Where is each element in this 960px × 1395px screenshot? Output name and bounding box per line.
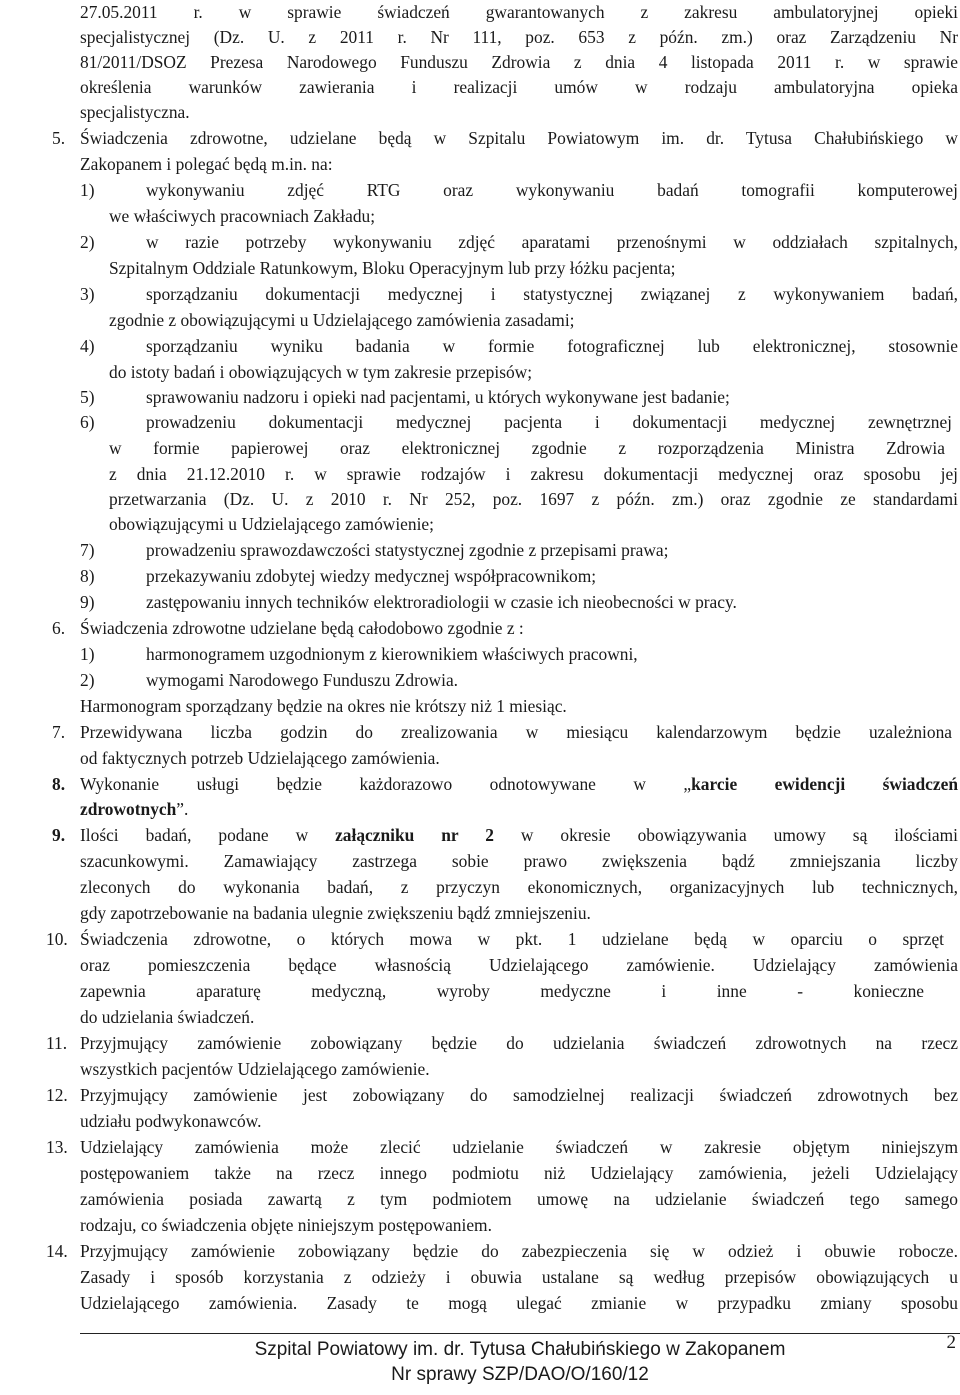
text-line: oraz pomieszczenia będące własnością Udzielającego zamówienie. Udzielający zamówienia [80,955,958,975]
text-line: sprawowaniu nadzoru i opieki nad pacjentami, u których wykonywane jest badanie; [146,387,730,407]
text-line [80,823,958,847]
footer-hospital-name: Szpital Powiatowy im. dr. Tytusa Chałubińskiego w Zakopanem [254,1339,786,1360]
text-line: przekazywaniu zdobytej wiedzy medycznej współpracownikom; [146,566,597,586]
text-line: szacunkowymi. Zamawiający zastrzega sobie prawo zwiększenia bądź zmniejszania liczby [80,851,958,871]
footer-divider [80,1333,960,1334]
text-line: przetwarzania (Dz. U. z 2010 r. Nr 252, poz. 1697 z późn. zm.) oraz zgodnie ze standardami [109,489,958,509]
text-line: zapewnia aparaturę medyczną, wyroby medyczne i inne - konieczne [80,981,924,1001]
subitem-number: 3) [80,284,95,304]
subitem-number: 9) [80,592,95,612]
text-line: w razie potrzeby wykonywaniu zdjęć aparatami przenośnymi w oddziałach szpitalnych, [146,232,958,252]
subitem-number: 7) [80,540,95,560]
item-number: 6. [52,618,66,638]
text-line: wszystkich pacjentów Udzielającego zamówienie. [80,1059,430,1079]
item-number: 7. [52,722,66,742]
text-line: specjalistyczna. [80,102,190,122]
text-line: 81/2011/DSOZ Prezesa Narodowego Funduszu Zdrowia z dnia 4 listopada 2011 r. w sprawie [80,52,958,72]
text-line: specjalistycznej (Dz. U. z 2011 r. Nr 111, poz. 653 z późn. zm.) oraz Zarządzeniu Nr [80,27,958,47]
text-line: postępowaniem także na rzecz innego podmiotu niż Udzielający zamówienia, jeżeli Udzielający [80,1163,958,1183]
text-line: Świadczenia zdrowotne udzielane będą całodobowo zgodnie z : [80,618,524,638]
footer-case-number: Nr sprawy SZP/DAO/O/160/12 [391,1364,649,1385]
bold-span: karcie ewidencji świadczeń [691,774,958,794]
text-line: zleconych do wykonania badań, z przyczyn ekonomicznych, organizacyjnych lub technicznych, [80,877,958,897]
subitem-number: 8) [80,566,95,586]
text-line: wymogami Narodowego Funduszu Zdrowia. [146,670,459,690]
text-line: zamówienia posiada zawartą z tym podmiotem umowę na udzielanie świadczeń tego samego [80,1189,958,1209]
text-line: udziału podwykonawców. [80,1111,262,1131]
item-number: 8. [52,774,66,794]
text-line: Szpitalnym Oddziale Ratunkowym, Bloku Operacyjnym lub przy łóżku pacjenta; [109,258,676,278]
subitem-number: 2) [80,670,95,690]
item-number: 12. [46,1085,68,1105]
item-number: 13. [46,1137,68,1157]
text-line: od faktycznych potrzeb Udzielającego zamówienia. [80,748,440,768]
item-number: 11. [46,1033,68,1053]
item-number: 9. [52,825,66,845]
subitem-number: 5) [80,387,95,407]
text-line: zgodnie z obowiązującymi u Udzielającego zamówienia zasadami; [109,310,575,330]
text-line: harmonogramem uzgodnionym z kierownikiem właściwych pracowni, [146,644,638,664]
text-line: Świadczenia zdrowotne, o których mowa w pkt. 1 udzielane będą w oparciu o sprzęt [80,929,944,949]
text-span: ”. [176,799,189,819]
text-line: zastępowaniu innych techników elektroradiologii w czasie ich nieobecności w pracy. [146,592,737,612]
text-line: do udzielania świadczeń. [80,1007,255,1027]
text-line: sporządzaniu wyniku badania w formie fotograficznej lub elektronicznej, stosownie [146,336,958,356]
subitem-number: 2) [80,232,95,252]
text-line: rodzaju, co świadczenia objęte niniejszym postępowaniem. [80,1215,492,1235]
item-number: 10. [46,929,68,949]
text-span: w okresie obowiązywania umowy są ilościami [493,825,958,845]
text-line: Zasady i sposób korzystania z odzieży i obuwia ustalane są według przepisów obowiązujących u [80,1267,958,1287]
text-line: gdy zapotrzebowanie na badania ulegnie zwiększeniu bądź zmniejszeniu. [80,903,591,923]
subitem-number: 6) [80,412,95,432]
bold-span: zdrowotnych [80,799,177,819]
text-line [80,797,188,821]
subitem-number: 1) [80,180,95,200]
text-line: z dnia 21.12.2010 r. w sprawie rodzajów i zakresu dokumentacji medycznej oraz sposobu jej [109,464,958,484]
item-number: 14. [46,1241,68,1261]
text-line: Przyjmujący zamówienie jest zobowiązany do samodzielnej realizacji świadczeń zdrowotnych bez [80,1085,958,1105]
text-line: prowadzeniu sprawozdawczości statystycznej zgodnie z przepisami prawa; [146,540,669,560]
text-line: prowadzeniu dokumentacji medycznej pacjenta i dokumentacji medycznej zewnętrznej [146,412,952,432]
text-line: Przewidywana liczba godzin do zrealizowania w miesiącu kalendarzowym będzie uzależniona [80,722,952,742]
text-line: Świadczenia zdrowotne, udzielane będą w Szpitalu Powiatowym im. dr. Tytusa Chałubińskiego w [80,128,958,148]
text-line: określenia warunków zawierania i realizacji umów w rodzaju ambulatoryjna opieka [80,77,958,97]
bold-span: załączniku nr 2 [335,825,494,845]
page-number: 2 [946,1332,956,1353]
subitem-number: 1) [80,644,95,664]
text-line: wykonywaniu zdjęć RTG oraz wykonywaniu badań tomografii komputerowej [146,180,958,200]
text-line: Harmonogram sporządzany będzie na okres nie krótszy niż 1 miesiąc. [80,696,567,716]
text-line: do istoty badań i obowiązujących w tym zakresie przepisów; [109,362,533,382]
text-span: Wykonanie usługi będzie każdorazowo odnotowywane w „ [80,774,692,794]
text-line: obowiązującymi u Udzielającego zamówienie; [109,514,434,534]
text-line: Przyjmujący zamówienie zobowiązany będzie do udzielania świadczeń zdrowotnych na rzecz [80,1033,958,1053]
text-line: Przyjmujący zamówienie zobowiązany będzie do zabezpieczenia się w odzież i obuwie robocze. [80,1241,958,1261]
text-line: w formie papierowej oraz elektronicznej zgodnie z rozporządzenia Ministra Zdrowia [109,438,945,458]
text-line: Udzielający zamówienia może zlecić udzielanie świadczeń w zakresie objętym niniejszym [80,1137,958,1157]
text-line: Zakopanem i polegać będą m.in. na: [80,154,333,174]
item-number: 5. [52,128,66,148]
text-line: Udzielającego zamówienia. Zasady te mogą ulegać zmianie w przypadku zmiany sposobu [80,1293,958,1313]
text-span: Ilości badań, podane w [80,825,336,845]
text-line [80,772,958,796]
text-line: sporządzaniu dokumentacji medycznej i statystycznej związanej z wykonywaniem badań, [146,284,958,304]
text-line: we właściwych pracowniach Zakładu; [109,206,376,226]
subitem-number: 4) [80,336,95,356]
text-line: 27.05.2011 r. w sprawie świadczeń gwarantowanych z zakresu ambulatoryjnej opieki [80,2,958,22]
